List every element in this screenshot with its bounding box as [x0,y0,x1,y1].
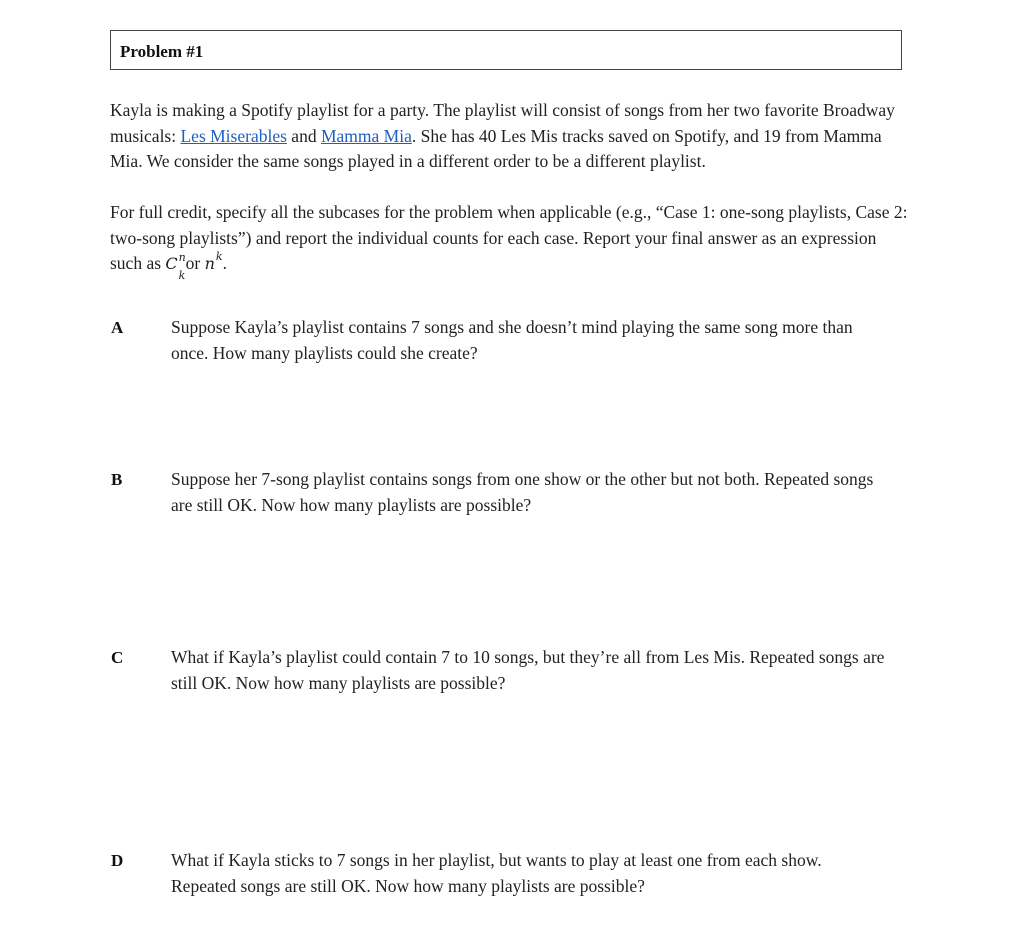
question-a-letter: A [111,318,124,337]
question-d-letter: D [111,851,124,870]
intro-text-and: and [286,125,321,146]
instructions-paragraph [110,200,910,282]
problem-title-box [110,30,902,70]
combination-superscript: n [178,251,186,264]
intro-paragraph [110,98,910,175]
question-b-letter: B [111,470,123,489]
power-exponent: k [215,250,223,263]
combination-expression [165,251,186,282]
power-base: n [204,254,215,273]
instructions-end: . [222,253,227,273]
problem-title: Problem #1 [120,42,204,61]
question-a-text: Suppose Kayla’s playlist contains 7 songs and she doesn’t mind playing the same song more than once. How many playlists could she create? [171,317,853,363]
intro-text-end: . She has 40 Les Mis tracks saved on Spotify, and 19 from Mamma Mia. We consider the same songs played in a different order to be a different playlist. [110,125,882,171]
combination-subscript: k [178,269,186,282]
question-c-letter: C [111,648,124,667]
instructions-text: For full credit, specify all the subcases for the problem when applicable (e.g., “Case 1: one-song playlists, Case 2: two-song playlists”) and report the individual counts for each case. Report your final answer as an expression such as [110,202,908,273]
power-expression [204,250,223,273]
intro-text-start: Kayla is making a Spotify playlist for a party. The playlist will consist of songs from her two favorite Broadway musicals: [110,100,895,146]
question-c-text: What if Kayla’s playlist could contain 7 to 10 songs, but they’re all from Les Mis. Repeated songs are still OK. Now how many playlists are possible? [171,647,885,693]
or-word: or [185,253,205,273]
question-d-text: What if Kayla sticks to 7 songs in her playlist, but wants to play at least one from each show. Repeated songs are still OK. Now how many playlists are possible? [171,850,822,896]
mamma-mia-link[interactable]: Mamma Mia [320,125,412,146]
les-miserables-link[interactable]: Les Miserables [180,125,287,146]
question-b-text: Suppose her 7-song playlist contains songs from one show or the other but not both. Repeated songs are still OK. Now how many playlists are possible? [171,469,874,515]
combination-base: C [165,254,178,273]
